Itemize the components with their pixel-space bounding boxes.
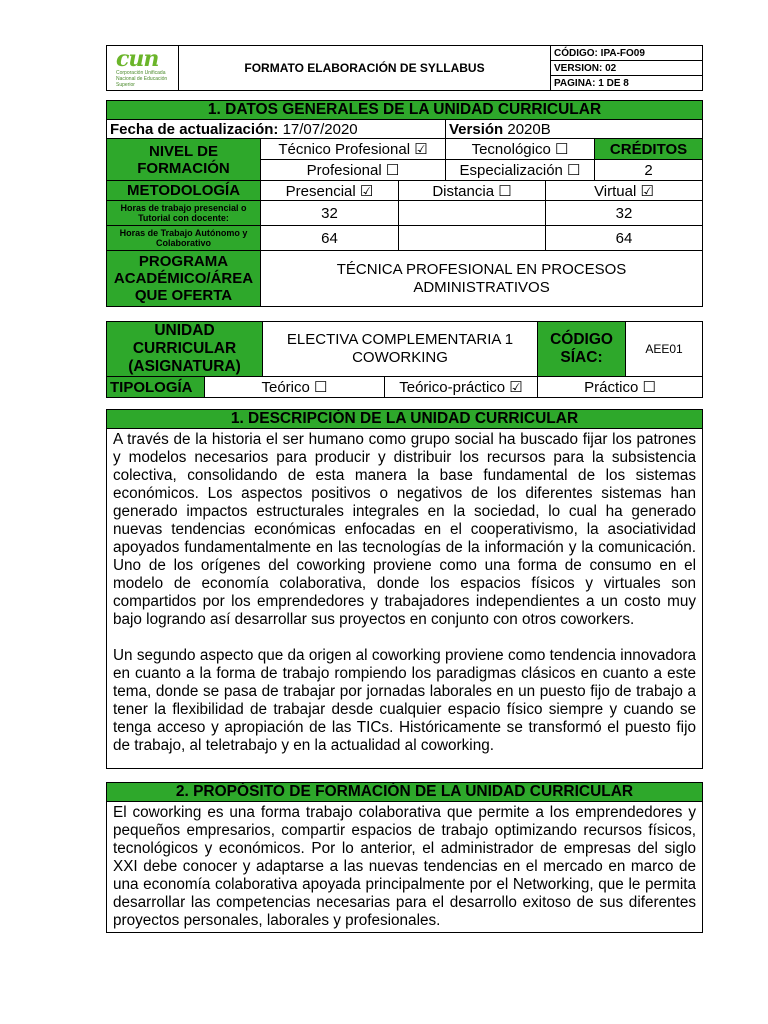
horas-presencial-distancia xyxy=(399,201,546,226)
horas-autonomo-virtual: 64 xyxy=(546,226,703,251)
nivel-label: NIVEL DE FORMACIÓN xyxy=(107,139,261,181)
logo-tagline: Corporación Unificada Nacional de Educación Superior xyxy=(116,70,168,88)
section-title-general: 1. DATOS GENERALES DE LA UNIDAD CURRICULAR xyxy=(107,101,703,120)
document-version: VERSION: 02 xyxy=(551,61,703,76)
unidad-value: ELECTIVA COMPLEMENTARIA 1 COWORKING xyxy=(263,322,538,377)
logo-mark: cun xyxy=(116,46,159,72)
update-date-label: Fecha de actualización: xyxy=(110,120,279,138)
horas-autonomo-label: Horas de Trabajo Autónomo y Colaborativo xyxy=(107,226,261,251)
programa-value: TÉCNICA PROFESIONAL EN PROCESOS ADMINISTRATIVOS xyxy=(261,251,703,307)
codigo-siac-value: AEE01 xyxy=(626,322,703,377)
version xyxy=(446,120,703,139)
document-code: CÓDIGO: IPA-FO09 xyxy=(551,46,703,61)
codigo-siac-label: CÓDIGO SÍAC: xyxy=(538,322,626,377)
version-label: Versión xyxy=(449,120,504,138)
document-page: PAGINA: 1 DE 8 xyxy=(551,76,703,91)
update-date-value: 17/07/2020 xyxy=(282,120,358,138)
cun-logo xyxy=(110,48,175,88)
creditos-value: 2 xyxy=(595,160,703,181)
tipologia-teorico: Teórico ☐ xyxy=(205,377,385,398)
section-title-proposito: 2. PROPÓSITO DE FORMACIÓN DE LA UNIDAD CURRICULAR xyxy=(107,783,703,802)
descripcion-paragraph-2: Un segundo aspecto que da origen al coworking proviene como tendencia innovadora en cuanto a la forma de trabajo rompiendo los paradigmas clásicos en cuanto a este tema, donde se pasa de trabajar por jornadas laborales en un puesto fijo de trabajo a tener la flexibilidad de trabajar desde cualquier espacio físico siempre y cuando se tenga acceso y apropiación de las TICs. Históricamente se transformó el puesto fijo de trabajo, al teletrabajo y en la actualidad al coworking. xyxy=(113,647,696,754)
metodologia-distancia: Distancia ☐ xyxy=(399,181,546,201)
version-value: 2020B xyxy=(507,120,551,138)
nivel-profesional: Profesional ☐ xyxy=(261,160,446,181)
tipologia-practico: Práctico ☐ xyxy=(538,377,703,398)
descripcion-body xyxy=(107,429,703,769)
metodologia-label: METODOLOGÍA xyxy=(107,181,261,201)
horas-presencial-label: Horas de trabajo presencial o Tutorial con docente: xyxy=(107,201,261,226)
tipologia-label: TIPOLOGÍA xyxy=(107,377,205,398)
unidad-curricular-table xyxy=(106,321,703,398)
creditos-label: CRÉDITOS xyxy=(595,139,703,160)
nivel-tecnico-profesional: Técnico Profesional ☑ xyxy=(261,139,446,160)
document-title: FORMATO ELABORACIÓN DE SYLLABUS xyxy=(179,46,551,91)
nivel-tecnologico: Tecnológico ☐ xyxy=(446,139,595,160)
horas-autonomo-presencial: 64 xyxy=(261,226,399,251)
tipologia-teorico-practico: Teórico-práctico ☑ xyxy=(385,377,538,398)
general-data-table xyxy=(106,100,703,307)
update-date xyxy=(107,120,446,139)
proposito-body xyxy=(107,802,703,933)
proposito-table xyxy=(106,782,703,933)
horas-presencial-virtual: 32 xyxy=(546,201,703,226)
section-title-descripcion: 1. DESCRIPCIÓN DE LA UNIDAD CURRICULAR xyxy=(107,410,703,429)
metodologia-presencial: Presencial ☑ xyxy=(261,181,399,201)
nivel-especializacion: Especialización ☐ xyxy=(446,160,595,181)
proposito-paragraph-1: El coworking es una forma trabajo colaborativa que permite a los emprendedores y pequeños empresarios, compartir espacios de trabajo optimizando recursos físicos, tecnológicos y económicos. Por lo anterior, el administrador de empresas del siglo XXI debe conocer y adaptarse a las nuevas tendencias en el mercado en marco de una economía colaborativa apoyada principalmente por el Networking, que le permita desarrollar las competencias necesarias para el desarrollo exitoso de sus diferentes proyectos personales, laborales y profesionales. xyxy=(113,804,696,929)
unidad-label: UNIDAD CURRICULAR (ASIGNATURA) xyxy=(107,322,263,377)
descripcion-table xyxy=(106,409,703,769)
logo-cell xyxy=(107,46,179,91)
programa-label: PROGRAMA ACADÉMICO/ÁREA QUE OFERTA xyxy=(107,251,261,307)
horas-autonomo-distancia xyxy=(399,226,546,251)
metodologia-virtual: Virtual ☑ xyxy=(546,181,703,201)
horas-presencial-presencial: 32 xyxy=(261,201,399,226)
descripcion-paragraph-1: A través de la historia el ser humano como grupo social ha buscado fijar los patrones y modelos necesarios para producir y distribuir los recursos para la subsistencia colectiva, consolidando de esta manera la base fundamental de los sistemas económicos. Los aspectos positivos o negativos de los diferentes sistemas han generado impactos estructurales integrales en la sociedad, lo cual ha generado nuevas tendencias económicas enfocadas en el cooperativismo, la asociatividad apoyados fundamentalmente en las tecnologías de la información y la comunicación. Uno de los orígenes del coworking proviene como una forma de consumo en el modelo de economía colaborativa, donde los espacios físicos y virtuales son compartidos por los emprendedores y trabajadores independientes a un costo muy bajo logrando así desarrollar sus proyectos en conjunto con otros coworkers. xyxy=(113,431,696,628)
document-header xyxy=(106,45,703,91)
